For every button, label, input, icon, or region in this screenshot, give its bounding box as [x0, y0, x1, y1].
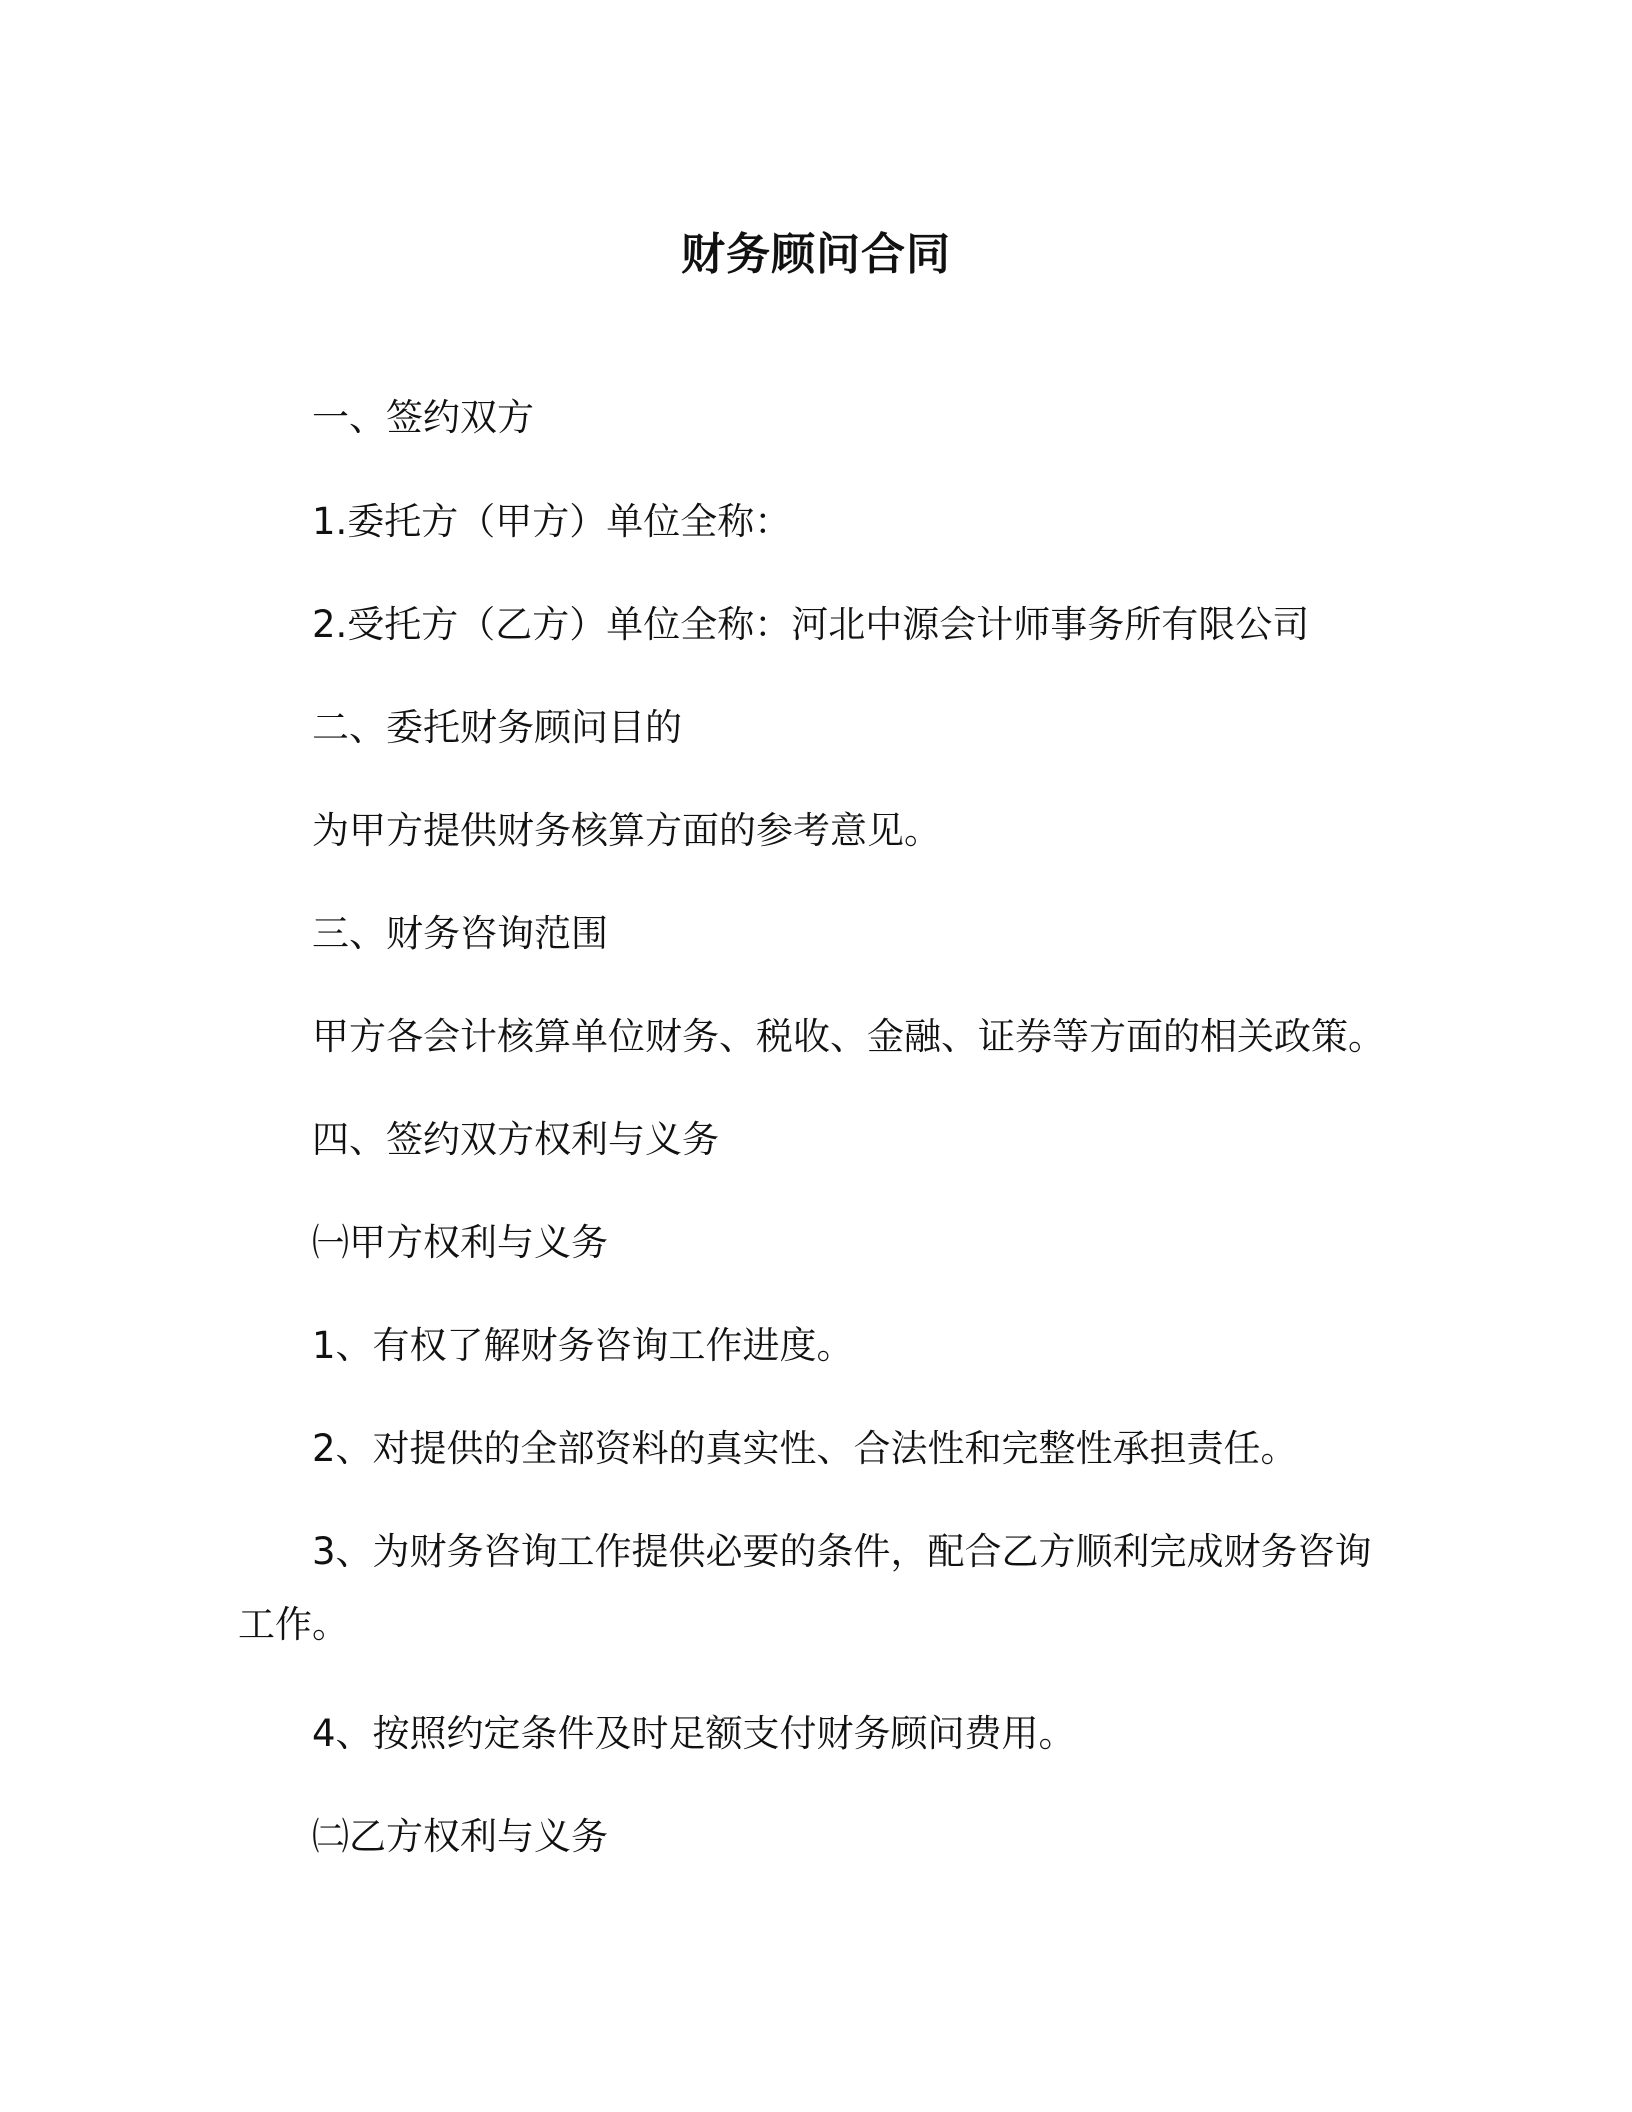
- section-heading-rights: 四、签约双方权利与义务: [312, 1118, 719, 1161]
- scope-text: 甲方各会计核算单位财务、税收、金融、证券等方面的相关政策。: [312, 1015, 1385, 1058]
- party-a-item-3-continued: 工作。: [238, 1603, 349, 1646]
- purpose-text: 为甲方提供财务核算方面的参考意见。: [312, 809, 941, 852]
- trustee-party-line: 2.受托方（乙方）单位全称：河北中源会计师事务所有限公司: [312, 603, 1310, 646]
- party-a-item-1: 1、有权了解财务咨询工作进度。: [312, 1324, 854, 1367]
- document-title: 财务顾问合同: [681, 229, 951, 280]
- subsection-heading-party-b: ㈡乙方权利与义务: [312, 1815, 608, 1858]
- party-a-item-4: 4、按照约定条件及时足额支付财务顾问费用。: [312, 1712, 1076, 1755]
- subsection-heading-party-a: ㈠甲方权利与义务: [312, 1221, 608, 1264]
- party-a-item-3: 3、为财务咨询工作提供必要的条件，配合乙方顺利完成财务咨询: [312, 1530, 1372, 1573]
- section-heading-purpose: 二、委托财务顾问目的: [312, 706, 682, 749]
- client-party-line: 1.委托方（甲方）单位全称：: [312, 500, 792, 543]
- party-a-item-2: 2、对提供的全部资料的真实性、合法性和完整性承担责任。: [312, 1427, 1298, 1470]
- section-heading-scope: 三、财务咨询范围: [312, 912, 608, 955]
- section-heading-parties: 一、签约双方: [312, 396, 534, 439]
